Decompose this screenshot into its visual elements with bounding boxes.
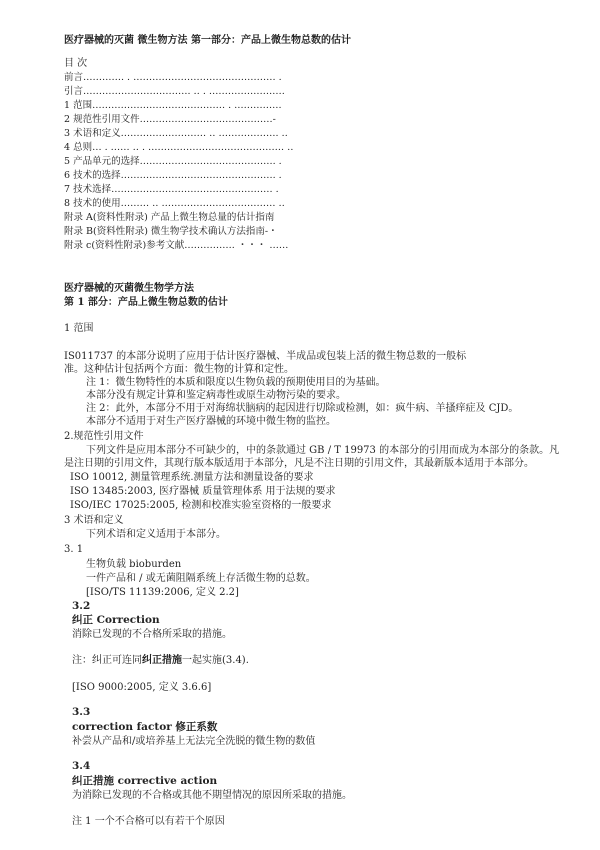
toc-item: 3 术语和定义……………………… ‥ ………………. ‥ <box>64 128 288 139</box>
toc-item: 2 规范性引用文件……………………………………- <box>64 114 276 125</box>
toc-item: 6 技术的选择…………………………………………. . <box>64 170 282 181</box>
main-subtitle: 第 1 部分：产品上微生物总数的估计 <box>64 297 228 308</box>
note-line: 注 2：此外，本部分不用于对海绵状脑病的起因进行切除或检测，如：疯牛病、羊搔痒症及 CJD。 <box>86 403 519 414</box>
term-number: 3. 1 <box>64 544 84 555</box>
main-title: 医疗器械的灭菌微生物学方法 <box>64 283 194 294</box>
paragraph-line: 本部分不适用于对生产医疗器械的环境中微生物的监控。 <box>86 416 336 427</box>
toc-item: 8 技术的使用……… ‥ ……………………………… ‥ <box>64 198 285 209</box>
toc-heading: 目 次 <box>64 58 88 69</box>
term-source: [ISO/TS 11139:2006, 定义 2.2] <box>86 587 239 598</box>
toc-item: 7 技术选择…………………………………………… . <box>64 184 279 195</box>
term-number: 3.4 <box>72 760 91 772</box>
term-name: 纠正 Correction <box>72 614 160 626</box>
toc-item: 引言……………………………. ‥ . …………………… <box>64 86 285 97</box>
paragraph-line: 下列文件是应用本部分不可缺少的，中的条款通过 GB / T 19973 的本部分的引用而成为本部分的条款。凡 <box>86 445 560 456</box>
toc-item: 4 总则… . …… ‥ . ……………………………………. ‥ <box>64 142 294 153</box>
paragraph-line: 下列术语和定义适用于本部分。 <box>86 529 226 540</box>
term-definition: 为消除已发现的不合格或其他不期望情况的原因所采取的措施。 <box>72 790 352 801</box>
term-name: 纠正措施 corrective action <box>72 775 218 787</box>
section-heading-scope: 1 范围 <box>64 323 94 334</box>
toc-item: 附录 A(资料性附录) 产品上微生物总量的估计指南 <box>64 212 275 223</box>
paragraph-line: 准。这种估计包括两个方面：微生物的计算和定性。 <box>64 364 294 375</box>
reference-item: ISO 13485:2003, 医疗器械 质量管理体系 用于法规的要求 <box>70 486 336 497</box>
note-emphasis: 纠正措施 <box>142 655 182 666</box>
reference-item: ISO 10012, 测量管理系统.测量方法和测量设备的要求 <box>70 472 314 483</box>
section-heading-terms: 3 术语和定义 <box>64 515 124 526</box>
term-definition: 一件产品和 / 或无菌阻隔系统上存活微生物的总数。 <box>86 573 316 584</box>
toc-item: 1 范围…………………………………… . …………… <box>64 100 282 111</box>
reference-item: ISO/IEC 17025:2005, 检测和校准实验室资格的一般要求 <box>70 500 332 511</box>
note-text: 注：纠正可连同 <box>72 655 142 666</box>
term-definition: 消除已发现的不合格所采取的措施。 <box>72 629 232 640</box>
term-name: correction factor 修正系数 <box>72 721 218 733</box>
term-name: 生物负载 bioburden <box>86 559 182 570</box>
note-text: 一起实施(3.4). <box>182 655 249 666</box>
term-note: 注 1 一个不合格可以有若干个原因 <box>72 816 225 827</box>
paragraph-line: 是注日期的引用文件，其现行版本版适用于本部分，凡是不注日期的引用文件，其最新版本适用于本部分。 <box>64 458 534 469</box>
toc-item: 5 产品单元的选择……………………………………. . <box>64 156 282 167</box>
term-number: 3.3 <box>72 706 91 718</box>
term-definition: 补尝从产品和/或培养基上无法完全洗脱的微生物的数值 <box>72 736 316 747</box>
paragraph-line: IS011737 的本部分说明了应用于估计医疗器械、半成品或包装上活的微生物总数的一般标 <box>64 351 467 362</box>
toc-item: 附录 c(资料性附录)参考文献……………. ・・・ …… <box>64 240 289 251</box>
section-heading-normative: 2.规范性引用文件 <box>64 431 144 442</box>
toc-item: 附录 B(资料性附录) 微生物学技术确认方法指南-・ <box>64 226 278 237</box>
term-source: [ISO 9000:2005, 定义 3.6.6] <box>72 682 212 693</box>
paragraph-line: 本部分没有规定计算和鉴定病毒性或原生动物污染的要求。 <box>86 390 346 401</box>
term-number: 3.2 <box>72 600 91 612</box>
document-title: 医疗器械的灭菌 微生物方法 第一部分：产品上微生物总数的估计 <box>64 35 351 46</box>
toc-item: 前言…………. . ……………………………………… . <box>64 72 282 83</box>
term-note <box>72 654 249 667</box>
note-line: 注 1：微生物特性的本质和限度以生物负载的预期使用目的为基础。 <box>86 377 386 388</box>
